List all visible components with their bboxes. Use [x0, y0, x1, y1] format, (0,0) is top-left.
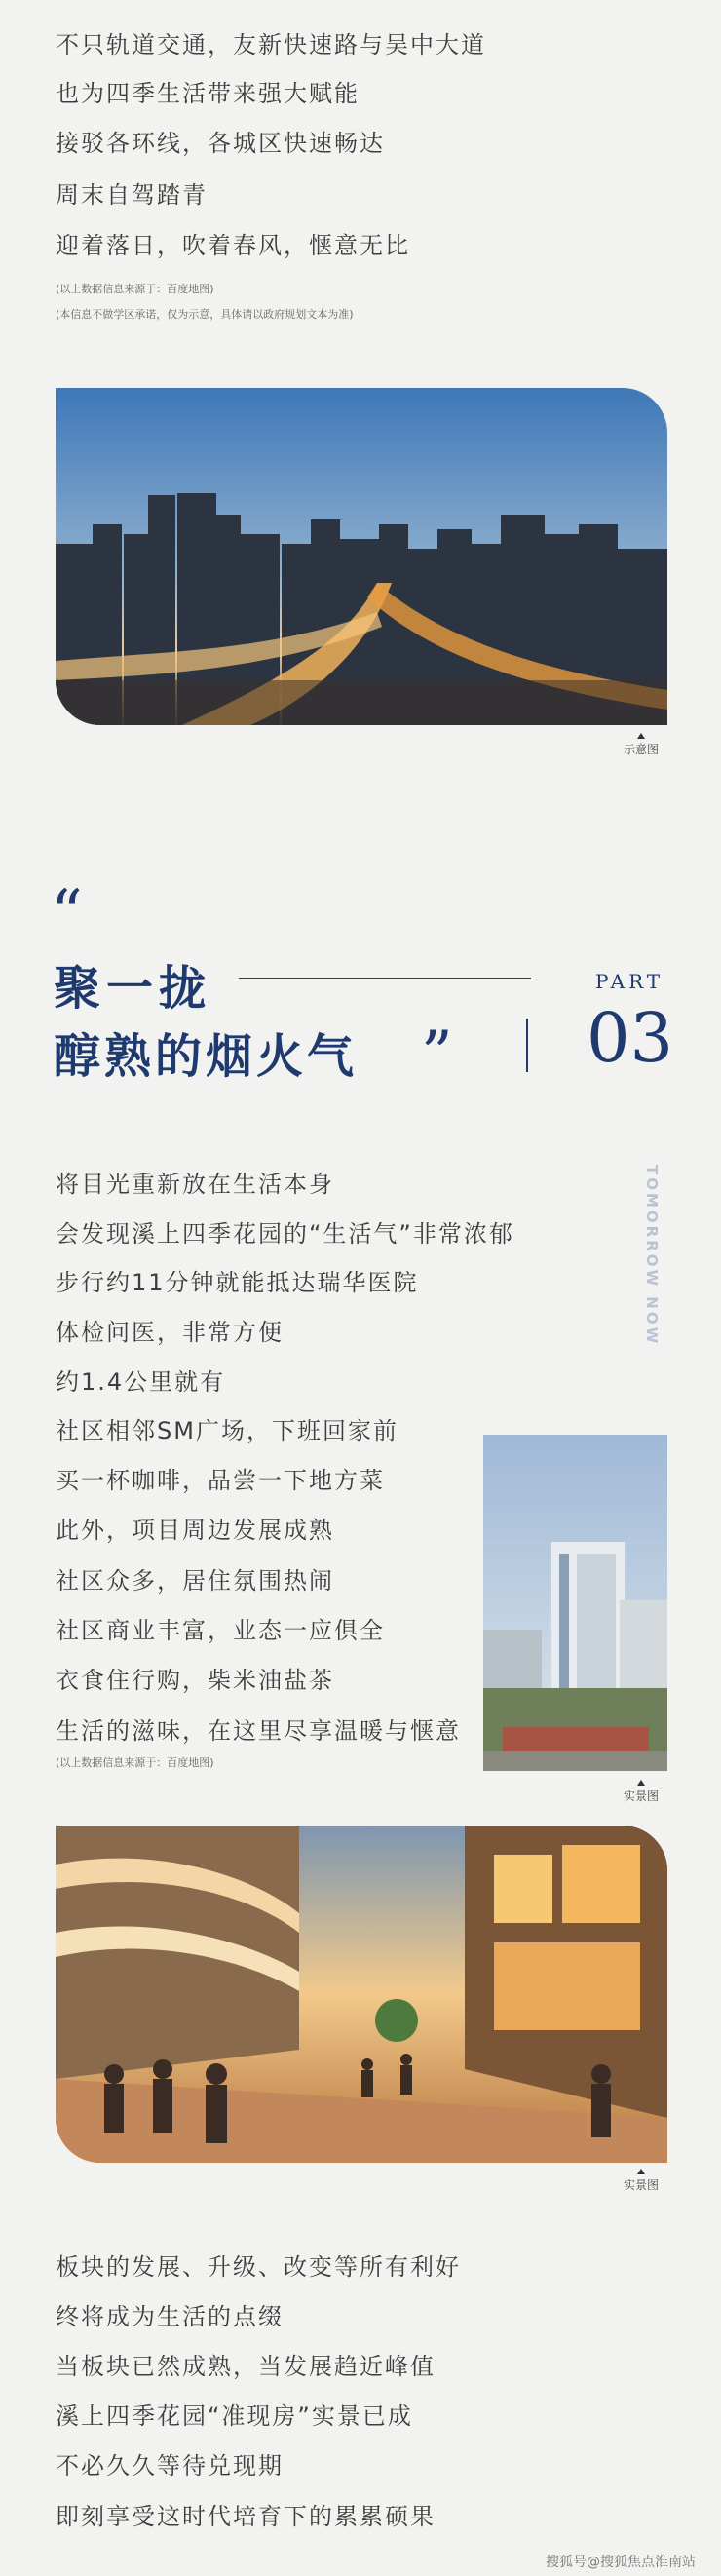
body-line: 买一杯咖啡，品尝一下地方菜	[56, 1467, 385, 1494]
body-line: 会发现溪上四季花园的“生活气”非常浓郁	[56, 1220, 514, 1248]
closing-line: 溪上四季花园“准现房”实景已成	[56, 2403, 413, 2430]
caret-up-icon	[637, 2169, 645, 2174]
part-number: 03	[587, 998, 674, 1078]
hospital-photo	[483, 1435, 667, 1771]
side-vertical-text: TOMORROW NOW	[643, 1165, 661, 1347]
closing-line: 板块的发展、升级、改变等所有利好	[56, 2253, 461, 2281]
closing-line: 当板块已然成熟，当发展趋近峰值	[56, 2353, 436, 2380]
caption-text: 实景图	[623, 1789, 659, 1803]
body-line: 此外，项目周边发展成熟	[56, 1517, 334, 1544]
intro-line: 接驳各环线，各城区快速畅达	[56, 130, 385, 157]
body-line: 社区相邻SM广场，下班回家前	[56, 1417, 398, 1444]
body-line: 社区众多，居住氛围热闹	[56, 1567, 334, 1595]
watermark: 搜狐号@搜狐焦点淮南站	[546, 2555, 696, 2570]
caption-text: 实景图	[623, 2178, 659, 2192]
intro-line: 周末自驾踏青	[56, 181, 208, 209]
caret-up-icon	[637, 733, 645, 739]
body-line: 生活的滋味，在这里尽享温暖与惬意	[56, 1717, 461, 1745]
closing-line: 即刻享受这时代培育下的累累硕果	[56, 2503, 436, 2530]
part-divider	[526, 1019, 528, 1072]
disclaimer-note: (本信息不做学区承诺，仅为示意，具体请以政府规划文本为准)	[56, 308, 354, 321]
closing-line: 不必久久等待兑现期	[56, 2452, 284, 2480]
intro-line: 也为四季生活带来强大赋能	[56, 80, 360, 107]
data-source-note: (以上数据信息来源于：百度地图)	[56, 283, 214, 295]
city-night-photo	[56, 388, 667, 725]
shopping-street-photo	[56, 1826, 667, 2163]
closing-line: 终将成为生活的点缀	[56, 2303, 284, 2330]
body-line: 社区商业丰富，业态一应俱全	[56, 1617, 385, 1644]
section-title-line2: 醇熟的烟火气	[54, 1029, 359, 1084]
hospital-illustration	[483, 1435, 667, 1771]
real-caption-street	[622, 2169, 661, 2193]
body-line: 将目光重新放在生活本身	[56, 1171, 334, 1198]
intro-line: 迎着落日，吹着春风，惬意无比	[56, 232, 410, 259]
caption-text: 示意图	[623, 743, 659, 756]
quote-open-mark: “	[51, 877, 83, 949]
body-source-note: (以上数据信息来源于：百度地图)	[56, 1756, 214, 1769]
body-line: 步行约11分钟就能抵达瑞华医院	[56, 1269, 419, 1296]
illustrative-caption	[622, 733, 661, 757]
caret-up-icon	[637, 1780, 645, 1786]
body-line: 衣食住行购，柴米油盐茶	[56, 1667, 334, 1694]
section-title-line1: 聚一拢	[54, 961, 212, 1016]
city-night-illustration	[56, 388, 667, 725]
body-line: 约1.4公里就有	[56, 1368, 226, 1396]
real-caption-hospital	[622, 1780, 661, 1804]
body-line: 体检问医，非常方便	[56, 1319, 284, 1346]
part-label: PART	[595, 970, 664, 993]
intro-line: 不只轨道交通，友新快速路与吴中大道	[56, 31, 486, 58]
title-rule	[239, 978, 531, 979]
quote-close-mark: ”	[421, 1019, 453, 1091]
shopping-street-illustration	[56, 1826, 667, 2163]
